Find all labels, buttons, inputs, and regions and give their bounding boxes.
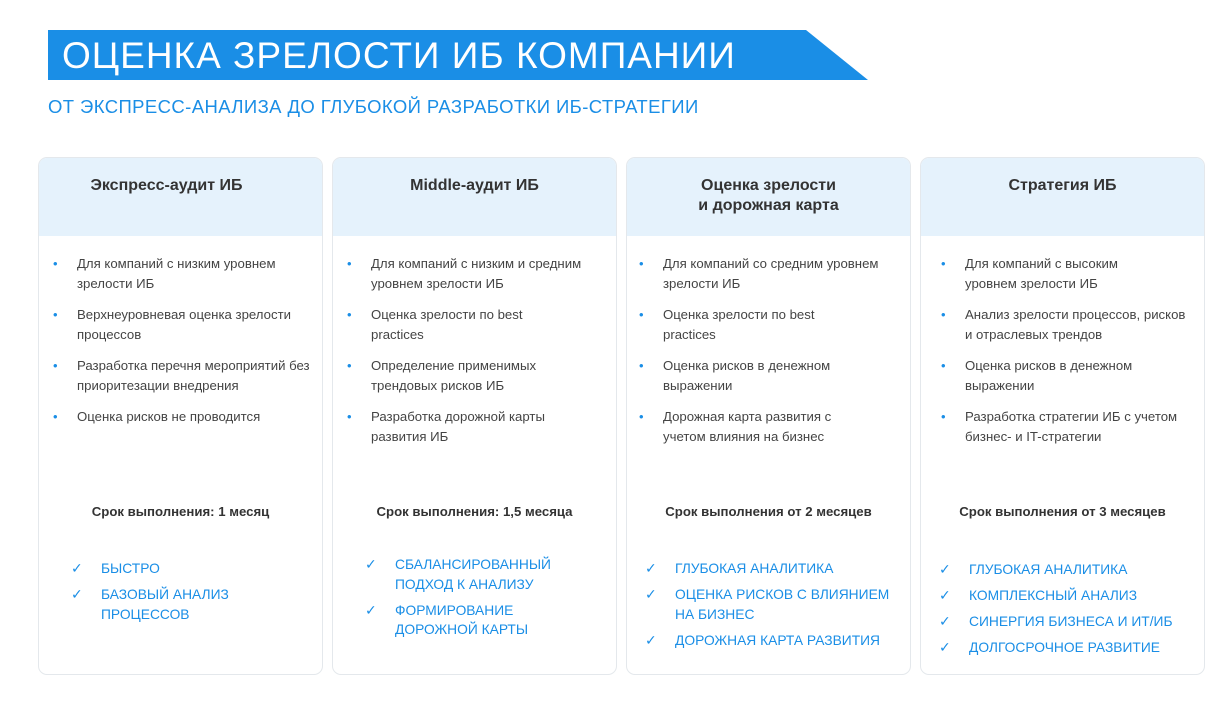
bullet-icon: • [639, 358, 644, 373]
point-item: • Оценка рисков в денежном выражении [941, 358, 1133, 393]
check-icon: ✓ [939, 613, 951, 629]
bullet-icon: • [941, 256, 946, 271]
card-points [347, 254, 608, 458]
check-icon: ✓ [365, 601, 377, 618]
bullet-icon: • [941, 358, 946, 373]
point-item: • Оценка рисков не проводится [53, 407, 314, 427]
card-express-audit [38, 157, 323, 675]
bullet-icon: • [347, 409, 352, 424]
point-item: • Для компаний со средним уровнем зрелости ИБ [639, 256, 879, 291]
benefit-item: ✓ СИНЕРГИЯ БИЗНЕСА И ИТ/ИБ [939, 612, 1194, 632]
bullet-icon: • [53, 358, 58, 373]
bullet-icon: • [53, 256, 58, 271]
point-item: • Верхнеуровневая оценка зрелости процессов [53, 307, 291, 342]
check-icon: ✓ [939, 639, 951, 655]
bullet-icon: • [53, 307, 58, 322]
check-icon: ✓ [645, 586, 657, 602]
point-item: • Дорожная карта развития с учетом влияния на бизнес [639, 409, 832, 444]
bullet-icon: • [347, 358, 352, 373]
card-title: Middle-аудит ИБ [410, 177, 539, 194]
bullet-icon: • [639, 409, 644, 424]
point-item: • Определение применимых трендовых рисков ИБ [347, 358, 537, 393]
check-icon: ✓ [71, 586, 83, 602]
card-title: Стратегия ИБ [1008, 177, 1117, 194]
check-icon: ✓ [71, 560, 83, 576]
page-title: ОЦЕНКА ЗРЕЛОСТИ ИБ КОМПАНИИ [62, 35, 736, 76]
card-benefits [365, 555, 606, 646]
point-item: • Анализ зрелости процессов, рисков и отраслевых трендов [941, 307, 1186, 342]
benefit-item: ✓ ГЛУБОКАЯ АНАЛИТИКА [939, 560, 1194, 580]
card-header [39, 158, 322, 236]
title-banner [48, 30, 868, 80]
duration-label: Срок выполнения: 1 месяц [91, 504, 270, 519]
benefit-item: ✓ ОЦЕНКА РИСКОВ С ВЛИЯНИЕМ НА БИЗНЕС [645, 586, 890, 622]
card-points [639, 254, 902, 458]
bullet-icon: • [639, 256, 644, 271]
bullet-icon: • [941, 409, 946, 424]
card-maturity-roadmap [626, 157, 911, 675]
benefit-item: ✓ ГЛУБОКАЯ АНАЛИТИКА [645, 559, 900, 579]
card-benefits [939, 560, 1194, 664]
point-item: • Для компаний с высоким уровнем зрелости ИБ [941, 256, 1118, 291]
benefit-item: ✓ КОМПЛЕКСНЫЙ АНАЛИЗ [939, 586, 1194, 606]
point-item: • Оценка зрелости по best practices [347, 307, 523, 342]
duration-label: Срок выполнения от 2 месяцев [665, 504, 872, 519]
card-benefits [645, 559, 900, 657]
point-item: • Оценка зрелости по best practices [639, 307, 815, 342]
card-points [53, 254, 314, 438]
check-icon: ✓ [939, 561, 951, 577]
check-icon: ✓ [939, 587, 951, 603]
card-title: Оценка зрелости и дорожная карта [698, 177, 839, 214]
card-header [921, 158, 1204, 236]
benefit-item: ✓ БАЗОВЫЙ АНАЛИЗ ПРОЦЕССОВ [71, 586, 229, 622]
card-title: Экспресс-аудит ИБ [90, 177, 243, 194]
check-icon: ✓ [365, 556, 377, 572]
bullet-icon: • [639, 307, 644, 322]
benefit-item: ✓ ДОЛГОСРОЧНОЕ РАЗВИТИЕ [939, 638, 1194, 658]
check-icon: ✓ [645, 560, 657, 576]
bullet-icon: • [347, 256, 352, 271]
duration-label: Срок выполнения от 3 месяцев [959, 504, 1166, 519]
bullet-icon: • [53, 409, 58, 424]
duration-label: Срок выполнения: 1,5 месяца [376, 504, 573, 519]
page-subtitle: ОТ ЭКСПРЕСС-АНАЛИЗА ДО ГЛУБОКОЙ РАЗРАБОТКИ ИБ-СТРАТЕГИИ [48, 96, 699, 117]
point-item: • Для компаний с низким и средним уровнем зрелости ИБ [347, 256, 582, 291]
card-middle-audit [332, 157, 617, 675]
benefit-item: ✓ СБАЛАНСИРОВАННЫЙ ПОДХОД К АНАЛИЗУ [365, 556, 551, 592]
point-item: • Разработка стратегии ИБ с учетом бизнес- и IT-стратегии [941, 409, 1178, 444]
benefit-item: ✓ БЫСТРО [71, 559, 312, 579]
benefit-item: ✓ ДОРОЖНАЯ КАРТА РАЗВИТИЯ [645, 631, 900, 651]
point-item: • Оценка рисков в денежном выражении [639, 358, 831, 393]
card-strategy [920, 157, 1205, 675]
card-points [941, 254, 1196, 458]
card-header [333, 158, 616, 236]
benefit-item: ✓ ФОРМИРОВАНИЕ ДОРОЖНОЙ КАРТЫ [365, 601, 529, 637]
bullet-icon: • [347, 307, 352, 322]
card-header [627, 158, 910, 236]
card-benefits [71, 559, 312, 631]
bullet-icon: • [941, 307, 946, 322]
point-item: • Для компаний с низким уровнем зрелости ИБ [53, 256, 276, 291]
check-icon: ✓ [645, 631, 657, 648]
point-item: • Разработка дорожной карты развития ИБ [347, 409, 545, 444]
point-item: • Разработка перечня мероприятий без приоритезации внедрения [53, 358, 310, 393]
